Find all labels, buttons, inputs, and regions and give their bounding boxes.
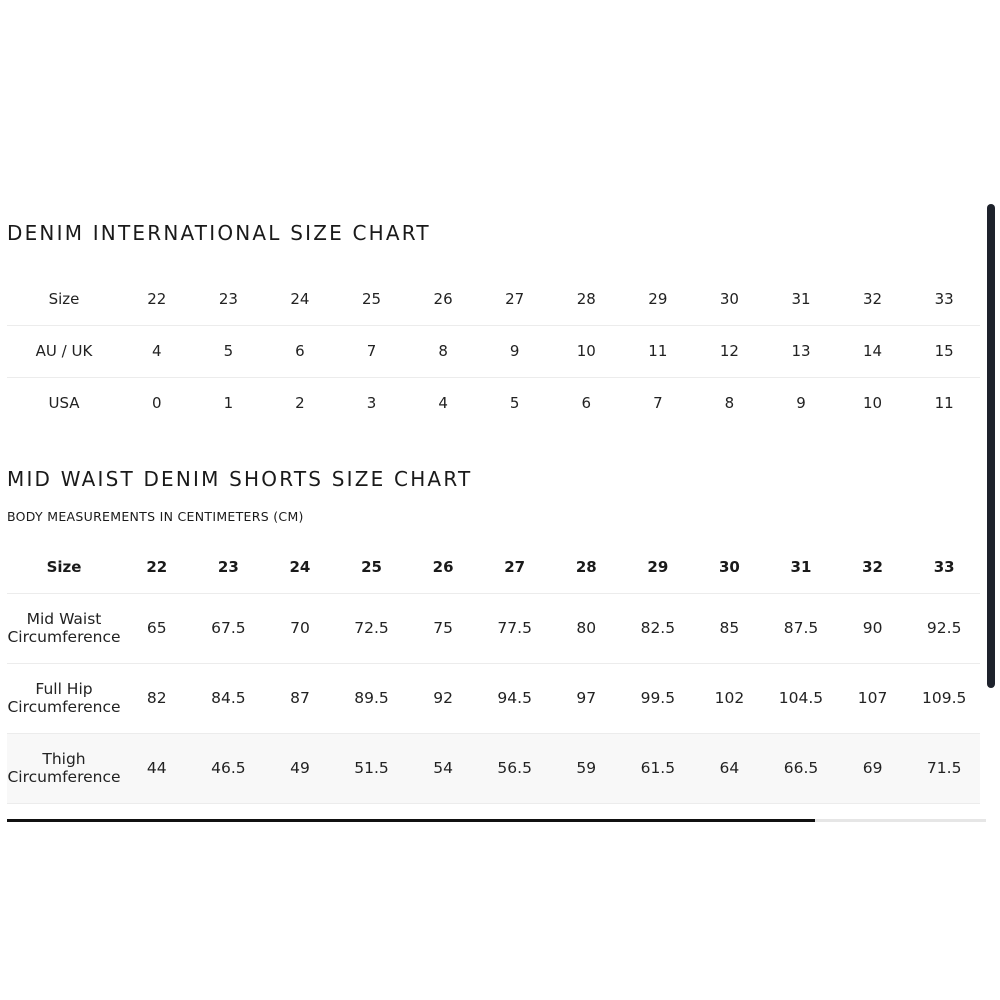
table-cell: 1 (223, 394, 234, 413)
row-label-line2: Circumference (7, 628, 121, 646)
table-row (7, 593, 980, 663)
table-cell: 24 (264, 273, 336, 325)
table-cell: 89.5 (336, 663, 408, 733)
table-cell: 27 (479, 273, 551, 325)
header-cell: 24 (264, 541, 336, 593)
table-cell: 61.5 (622, 733, 694, 803)
table-cell: 8 (407, 325, 479, 377)
table-cell: 84.5 (193, 663, 265, 733)
table-cell: 90 (837, 593, 909, 663)
table-cell: 15 (908, 325, 980, 377)
table-cell: 13 (765, 325, 837, 377)
table-cell: 7 (653, 394, 663, 413)
table-cell: 54 (407, 733, 479, 803)
table-cell: 3 (366, 394, 377, 413)
table-cell: 26 (407, 273, 479, 325)
header-cell: 23 (193, 541, 265, 593)
table-row (7, 377, 980, 429)
table-cell: 30 (694, 273, 766, 325)
vertical-scrollbar-thumb[interactable] (987, 204, 995, 688)
header-cell: 28 (550, 541, 622, 593)
table-cell: 66.5 (765, 733, 837, 803)
table-cell: 82.5 (622, 593, 694, 663)
international-size-table (7, 273, 980, 429)
header-cell: 33 (908, 541, 980, 593)
horizontal-scrollbar[interactable] (7, 819, 987, 822)
shorts-size-chart-title: MID WAIST DENIM SHORTS SIZE CHART (7, 467, 473, 491)
table-cell: 31 (765, 273, 837, 325)
table-cell: 9 (479, 325, 551, 377)
table-cell: 109.5 (908, 663, 980, 733)
table-cell: 5 (193, 325, 265, 377)
table-cell: 8 (724, 394, 735, 413)
table-cell: 71.5 (908, 733, 980, 803)
table-cell: 80 (550, 593, 622, 663)
table-cell: 6 (264, 325, 336, 377)
table-cell: 0 (152, 394, 162, 413)
table-row (7, 733, 980, 803)
header-cell: 27 (479, 541, 551, 593)
table-cell: 11 (934, 394, 954, 413)
row-label (7, 663, 121, 733)
table-cell: 49 (264, 733, 336, 803)
table-cell: 4 (438, 394, 448, 413)
horizontal-scrollbar-thumb[interactable] (7, 819, 815, 822)
table-cell: 65 (121, 593, 193, 663)
table-cell: 77.5 (479, 593, 551, 663)
table-cell: 97 (550, 663, 622, 733)
row-label-line1: Full Hip (35, 680, 93, 698)
table-cell: 59 (550, 733, 622, 803)
table-cell: 94.5 (479, 663, 551, 733)
row-label (7, 593, 121, 663)
table-header-row (7, 541, 980, 593)
table-row (7, 273, 980, 325)
header-cell: 31 (765, 541, 837, 593)
table-cell: 70 (264, 593, 336, 663)
table-cell: 67.5 (193, 593, 265, 663)
table-cell: 5 (509, 394, 520, 413)
table-cell: 51.5 (336, 733, 408, 803)
table-cell: 28 (550, 273, 622, 325)
row-label: AU / UK (7, 325, 121, 377)
table-cell: 46.5 (193, 733, 265, 803)
table-cell: 75 (407, 593, 479, 663)
table-cell: 102 (694, 663, 766, 733)
header-cell: 29 (622, 541, 694, 593)
table-cell: 33 (908, 273, 980, 325)
row-label: Size (7, 273, 121, 325)
measurements-subtitle: BODY MEASUREMENTS IN CENTIMETERS (CM) (7, 509, 304, 524)
table-cell: 2 (295, 394, 305, 413)
header-cell: 25 (336, 541, 408, 593)
table-cell: 44 (121, 733, 193, 803)
table-cell: 82 (121, 663, 193, 733)
table-cell: 12 (694, 325, 766, 377)
table-cell: 107 (837, 663, 909, 733)
table-cell: 29 (622, 273, 694, 325)
table-cell: 92 (407, 663, 479, 733)
header-cell: 26 (407, 541, 479, 593)
header-cell: 30 (694, 541, 766, 593)
table-cell: 32 (837, 273, 909, 325)
table-cell: 10 (550, 325, 622, 377)
table-cell: 87 (264, 663, 336, 733)
table-cell: 104.5 (765, 663, 837, 733)
row-label: USA (48, 394, 80, 413)
table-cell: 11 (622, 325, 694, 377)
table-cell: 69 (837, 733, 909, 803)
table-row (7, 325, 980, 377)
table-cell: 10 (863, 394, 883, 413)
vertical-scrollbar[interactable] (986, 200, 998, 832)
table-cell: 4 (121, 325, 193, 377)
table-cell: 85 (694, 593, 766, 663)
table-cell: 23 (193, 273, 265, 325)
table-cell: 6 (581, 394, 592, 413)
table-cell: 22 (121, 273, 193, 325)
table-cell: 56.5 (479, 733, 551, 803)
row-label-line2: Circumference (7, 698, 121, 716)
header-cell: 22 (121, 541, 193, 593)
table-cell: 87.5 (765, 593, 837, 663)
header-cell: 32 (837, 541, 909, 593)
table-cell: 92.5 (908, 593, 980, 663)
table-cell: 25 (336, 273, 408, 325)
table-cell: 9 (796, 394, 806, 413)
row-label (7, 733, 121, 803)
row-label-line2: Circumference (7, 768, 121, 786)
row-label-line1: Mid Waist (26, 610, 102, 628)
shorts-measurement-table (7, 541, 980, 804)
table-cell: 72.5 (336, 593, 408, 663)
table-cell: 99.5 (622, 663, 694, 733)
table-row (7, 663, 980, 733)
header-label: Size (7, 541, 121, 593)
international-size-chart-title: DENIM INTERNATIONAL SIZE CHART (7, 221, 431, 245)
table-cell: 64 (694, 733, 766, 803)
table-cell: 7 (336, 325, 408, 377)
row-label-line1: Thigh (42, 750, 86, 768)
table-cell: 14 (837, 325, 909, 377)
